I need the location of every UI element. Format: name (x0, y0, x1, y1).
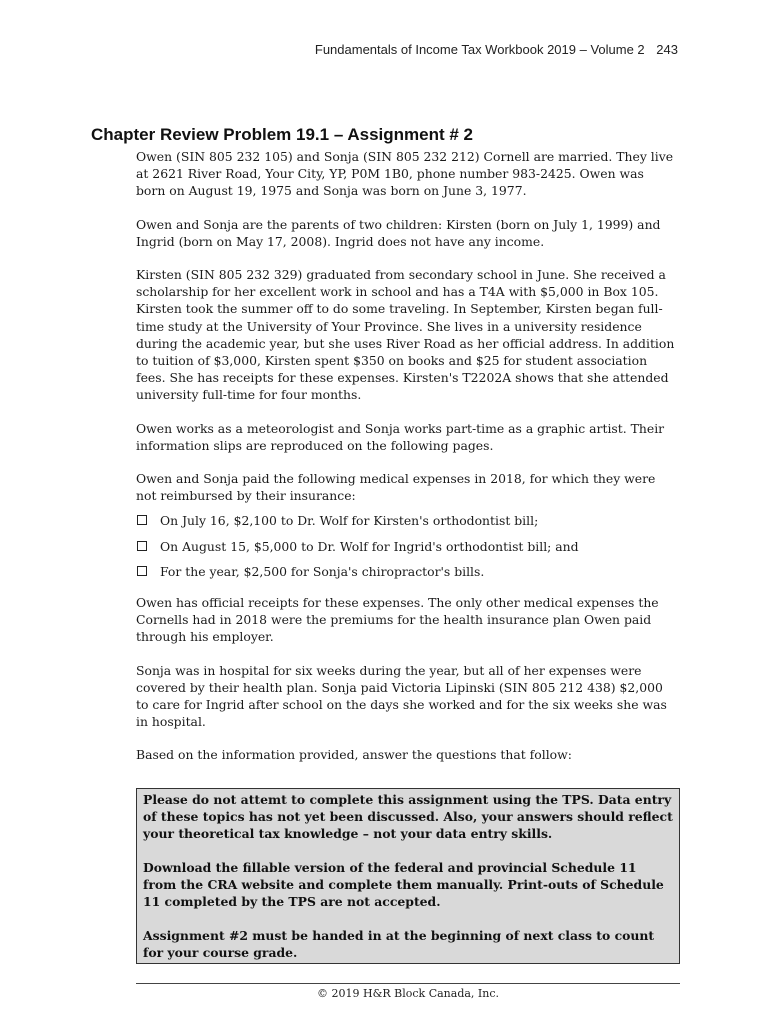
list-item-text: On August 15, $5,000 to Dr. Wolf for Ingrid's orthodontist bill; and (160, 538, 579, 554)
notice-tps: Please do not attemt to complete this assignment using the TPS. Data entry of these topics has not yet been discussed. Also, your answers should reflect your theoretical tax knowledge – not your data entry skills. (143, 792, 673, 841)
problem-body (136, 148, 676, 780)
list-item (136, 512, 676, 529)
medical-expense-list (136, 512, 676, 580)
paragraph-medical-intro: Owen and Sonja paid the following medical expenses in 2018, for which they were not reimbursed by their insurance: (136, 471, 656, 504)
checkbox-icon (137, 515, 147, 525)
assignment-notice-box (136, 788, 680, 964)
list-item-text: For the year, $2,500 for Sonja's chiropractor's bills. (160, 563, 485, 579)
list-item (136, 563, 676, 580)
checkbox-icon (137, 541, 147, 551)
paragraph-receipts: Owen has official receipts for these expenses. The only other medical expenses the Cornells had in 2018 were the premiums for the health insurance plan Owen paid through his employer. (136, 595, 659, 645)
notice-schedule-11: Download the fillable version of the federal and provincial Schedule 11 from the CRA website and complete them manually. Print-outs of Schedule 11 completed by the TPS are not accepted. (143, 860, 664, 909)
paragraph-parents: Owen (SIN 805 232 105) and Sonja (SIN 805 232 212) Cornell are married. They live at 2621 River Road, Your City, YP, P0M 1B0, phone number 983-2425. Owen was born on August 19, 1975 and Sonja was born on June 3, 1977. (136, 149, 674, 199)
list-item-text: On July 16, $2,100 to Dr. Wolf for Kirsten's orthodontist bill; (160, 513, 539, 529)
book-title: Fundamentals of Income Tax Workbook 2019 – Volume 2 (314, 42, 645, 57)
paragraph-instructions: Based on the information provided, answer the questions that follow: (136, 747, 572, 763)
paragraph-children: Owen and Sonja are the parents of two children: Kirsten (born on July 1, 1999) and Ingrid (born on May 17, 2008). Ingrid does not have any income. (136, 216, 661, 249)
notice-deadline: Assignment #2 must be handed in at the beginning of next class to count for your course grade. (143, 928, 655, 960)
paragraph-employment: Owen works as a meteorologist and Sonja works part-time as a graphic artist. Their information slips are reproduced on the following pages. (136, 420, 665, 453)
page-title: Chapter Review Problem 19.1 – Assignment # 2 (91, 125, 474, 144)
page-number: 243 (656, 42, 678, 57)
running-header (315, 42, 678, 57)
list-item (136, 538, 676, 555)
checkbox-icon (137, 566, 147, 576)
footer-divider (136, 983, 680, 984)
paragraph-hospital: Sonja was in hospital for six weeks during the year, but all of her expenses were covered by their health plan. Sonja paid Victoria Lipinski (SIN 805 212 438) $2,000 to care for Ingrid after school on the days she worked and for the six weeks she was in hospital. (136, 662, 667, 730)
copyright-footer: © 2019 H&R Block Canada, Inc. (317, 987, 499, 1000)
paragraph-kirsten: Kirsten (SIN 805 232 329) graduated from secondary school in June. She received a scholarship for her excellent work in school and has a T4A with $5,000 in Box 105. Kirsten took the summer off to do some traveling. In September, Kirsten began full-time study at the University of Your Province. She lives in a university residence during the academic year, but she uses River Road as her official address. In addition to tuition of $3,000, Kirsten spent $350 on books and $25 for student association fees. She has receipts for these expenses. Kirsten's T2202A shows that she attended university full-time for four months. (136, 267, 675, 403)
